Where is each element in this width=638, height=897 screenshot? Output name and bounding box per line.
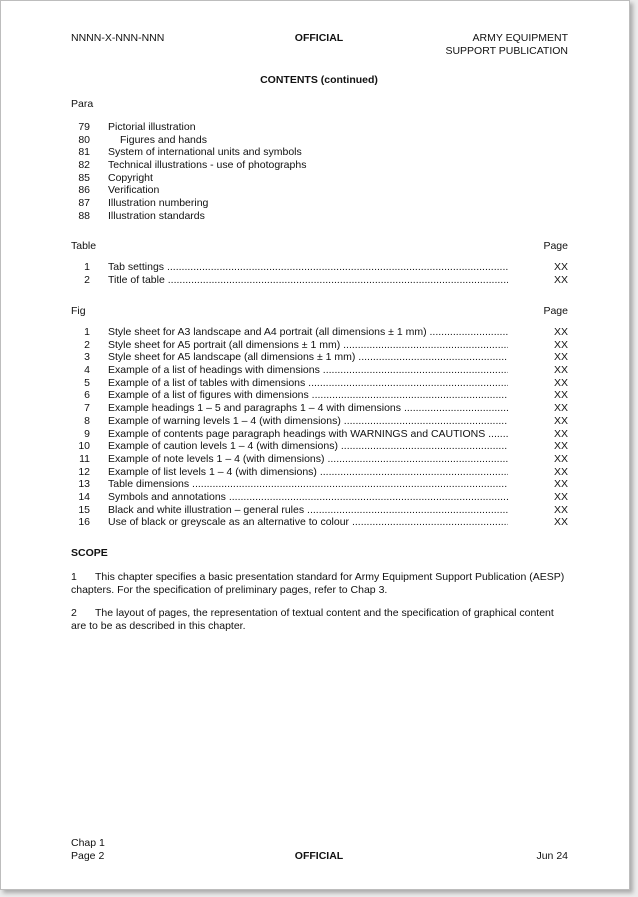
para-list-item[interactable] xyxy=(71,184,568,197)
page-ref: XX xyxy=(553,465,568,478)
figure-title: Example of note levels 1 – 4 (with dimensions) ..... xyxy=(108,453,508,466)
paragraph-text: The layout of pages, the representation of textual content and the specification of graphical content are to be as described in this chapter. xyxy=(71,607,554,632)
table-number: 1 xyxy=(84,261,90,273)
figure-title: Example headings 1 – 5 and paragraphs 1 – 4 with dimensions ..... xyxy=(108,402,508,415)
figure-list-item[interactable] xyxy=(71,491,568,504)
page-ref: XX xyxy=(553,452,568,465)
para-number: 87 xyxy=(78,197,90,210)
publication-title-line2: SUPPORT PUBLICATION xyxy=(445,45,568,57)
para-title: Pictorial illustration xyxy=(108,121,196,133)
para-number: 85 xyxy=(78,171,90,184)
figure-number: 13 xyxy=(78,478,90,491)
publication-title xyxy=(381,32,568,58)
para-title: Copyright xyxy=(108,171,153,184)
figure-list-item[interactable] xyxy=(71,516,568,529)
figure-list-item[interactable] xyxy=(71,377,568,390)
page-ref: XX xyxy=(553,414,568,427)
page-ref: XX xyxy=(553,326,568,338)
page-ref: XX xyxy=(553,364,568,377)
para-title: Illustration numbering xyxy=(108,197,209,210)
figure-number: 1 xyxy=(84,326,90,338)
figure-number: 11 xyxy=(79,452,90,465)
figure-list-item[interactable] xyxy=(71,466,568,479)
page-ref: XX xyxy=(553,402,568,415)
para-list-item[interactable] xyxy=(71,172,568,185)
scope-heading: SCOPE xyxy=(71,547,108,559)
figure-title: Black and white illustration – general rules ..... xyxy=(108,504,508,517)
page-ref: XX xyxy=(553,440,568,453)
page-ref: XX xyxy=(553,516,568,529)
para-title: Verification xyxy=(108,184,160,197)
document-number: NNNN-X-NNN-NNN xyxy=(71,32,165,44)
figure-title: Style sheet for A5 portrait (all dimensions ± 1 mm) ..... xyxy=(108,339,508,352)
figure-number: 2 xyxy=(84,338,90,351)
para-list xyxy=(71,121,568,223)
table-section-label: Table xyxy=(71,240,97,252)
table-list-item[interactable] xyxy=(71,274,568,287)
figure-number: 15 xyxy=(78,503,90,516)
para-list-item[interactable] xyxy=(71,197,568,210)
figure-title: Symbols and annotations ..... xyxy=(108,491,508,504)
page-ref: XX xyxy=(553,351,568,364)
table-number: 2 xyxy=(84,273,90,286)
paragraph-number: 1 xyxy=(71,571,77,583)
figure-list-item[interactable] xyxy=(71,402,568,415)
figure-title: Example of caution levels 1 – 4 (with dimensions) ..... xyxy=(108,440,508,453)
footer-page-number: Page 2 xyxy=(71,850,105,862)
para-number: 88 xyxy=(78,209,90,222)
figure-number: 3 xyxy=(84,351,90,364)
figure-title: Style sheet for A5 landscape (all dimensions ± 1 mm) ..... xyxy=(108,351,508,364)
scope-paragraph-1 xyxy=(71,571,568,597)
figure-list-item[interactable] xyxy=(71,339,568,352)
figure-number: 7 xyxy=(84,402,90,415)
figure-title: Example of a list of headings with dimensions ..... xyxy=(108,364,508,377)
figure-list-item[interactable] xyxy=(71,326,568,339)
figure-title: Use of black or greyscale as an alternative to colour ..... xyxy=(108,516,508,529)
figure-list-item[interactable] xyxy=(71,351,568,364)
table-title: Title of table ..... xyxy=(108,274,508,287)
table-title: Tab settings ..... xyxy=(108,261,508,274)
table-page-label: Page xyxy=(543,240,568,252)
para-title: Figures and hands xyxy=(120,133,207,146)
page-ref: XX xyxy=(553,273,568,286)
figure-list-item[interactable] xyxy=(71,504,568,517)
para-title: Technical illustrations - use of photographs xyxy=(108,159,307,172)
para-list-item[interactable] xyxy=(71,134,568,147)
figure-page-label: Page xyxy=(543,305,568,317)
figure-number: 10 xyxy=(78,440,90,453)
table-list xyxy=(71,261,568,286)
footer-classification: OFFICIAL xyxy=(294,850,344,862)
para-list-item[interactable] xyxy=(71,210,568,223)
figure-title: Example of warning levels 1 – 4 (with dimensions) ..... xyxy=(108,415,508,428)
page-ref: XX xyxy=(553,490,568,503)
para-number: 86 xyxy=(78,184,90,197)
table-list-item[interactable] xyxy=(71,261,568,274)
para-number: 81 xyxy=(78,146,90,159)
paragraph-number: 2 xyxy=(71,607,77,619)
page-ref: XX xyxy=(553,478,568,491)
para-title: System of international units and symbols xyxy=(108,146,302,159)
header-classification: OFFICIAL xyxy=(294,32,344,44)
figure-number: 5 xyxy=(84,376,90,389)
figure-list xyxy=(71,326,568,529)
publication-title-line1: ARMY EQUIPMENT xyxy=(472,32,568,44)
page-ref: XX xyxy=(553,376,568,389)
figure-number: 4 xyxy=(84,364,90,377)
figure-title: Table dimensions ..... xyxy=(108,478,508,491)
para-number: 80 xyxy=(78,133,90,146)
page-ref: XX xyxy=(553,389,568,402)
figure-number: 8 xyxy=(84,414,90,427)
page-ref: XX xyxy=(553,261,568,273)
figure-section-label: Fig xyxy=(71,305,86,317)
figure-number: 9 xyxy=(84,427,90,440)
figure-title: Example of a list of tables with dimensions ..... xyxy=(108,377,508,390)
para-number: 79 xyxy=(78,121,90,133)
para-section-label: Para xyxy=(71,98,94,110)
page-ref: XX xyxy=(553,427,568,440)
para-title: Illustration standards xyxy=(108,209,205,222)
figure-title: Example of list levels 1 – 4 (with dimensions) ..... xyxy=(108,466,508,479)
figure-list-item[interactable] xyxy=(71,428,568,441)
figure-title: Style sheet for A3 landscape and A4 portrait (all dimensions ± 1 mm) ..... xyxy=(108,326,508,339)
figure-list-item[interactable] xyxy=(71,440,568,453)
page-ref: XX xyxy=(553,503,568,516)
para-number: 82 xyxy=(78,159,90,172)
footer-chapter: Chap 1 xyxy=(71,837,105,849)
para-list-item[interactable] xyxy=(71,121,568,134)
figure-list-item[interactable] xyxy=(71,478,568,491)
page-ref: XX xyxy=(553,338,568,351)
para-list-item[interactable] xyxy=(71,159,568,172)
figure-title: Example of a list of figures with dimensions ..... xyxy=(108,389,508,402)
footer-date: Jun 24 xyxy=(536,850,568,862)
figure-title: Example of contents page paragraph headings with WARNINGS and CAUTIONS ..... xyxy=(108,428,508,441)
figure-list-item[interactable] xyxy=(71,453,568,466)
para-list-item[interactable] xyxy=(71,146,568,159)
figure-number: 12 xyxy=(78,465,90,478)
contents-title: CONTENTS (continued) xyxy=(260,74,378,86)
figure-number: 16 xyxy=(78,516,90,529)
figure-list-item[interactable] xyxy=(71,389,568,402)
paragraph-text: This chapter specifies a basic presentation standard for Army Equipment Support Publication (AESP) chapters. For the specification of preliminary pages, refer to Chap 3. xyxy=(71,571,565,596)
figure-list-item[interactable] xyxy=(71,415,568,428)
figure-list-item[interactable] xyxy=(71,364,568,377)
figure-number: 14 xyxy=(78,490,90,503)
figure-number: 6 xyxy=(84,389,90,402)
scope-paragraph-2 xyxy=(71,607,568,633)
